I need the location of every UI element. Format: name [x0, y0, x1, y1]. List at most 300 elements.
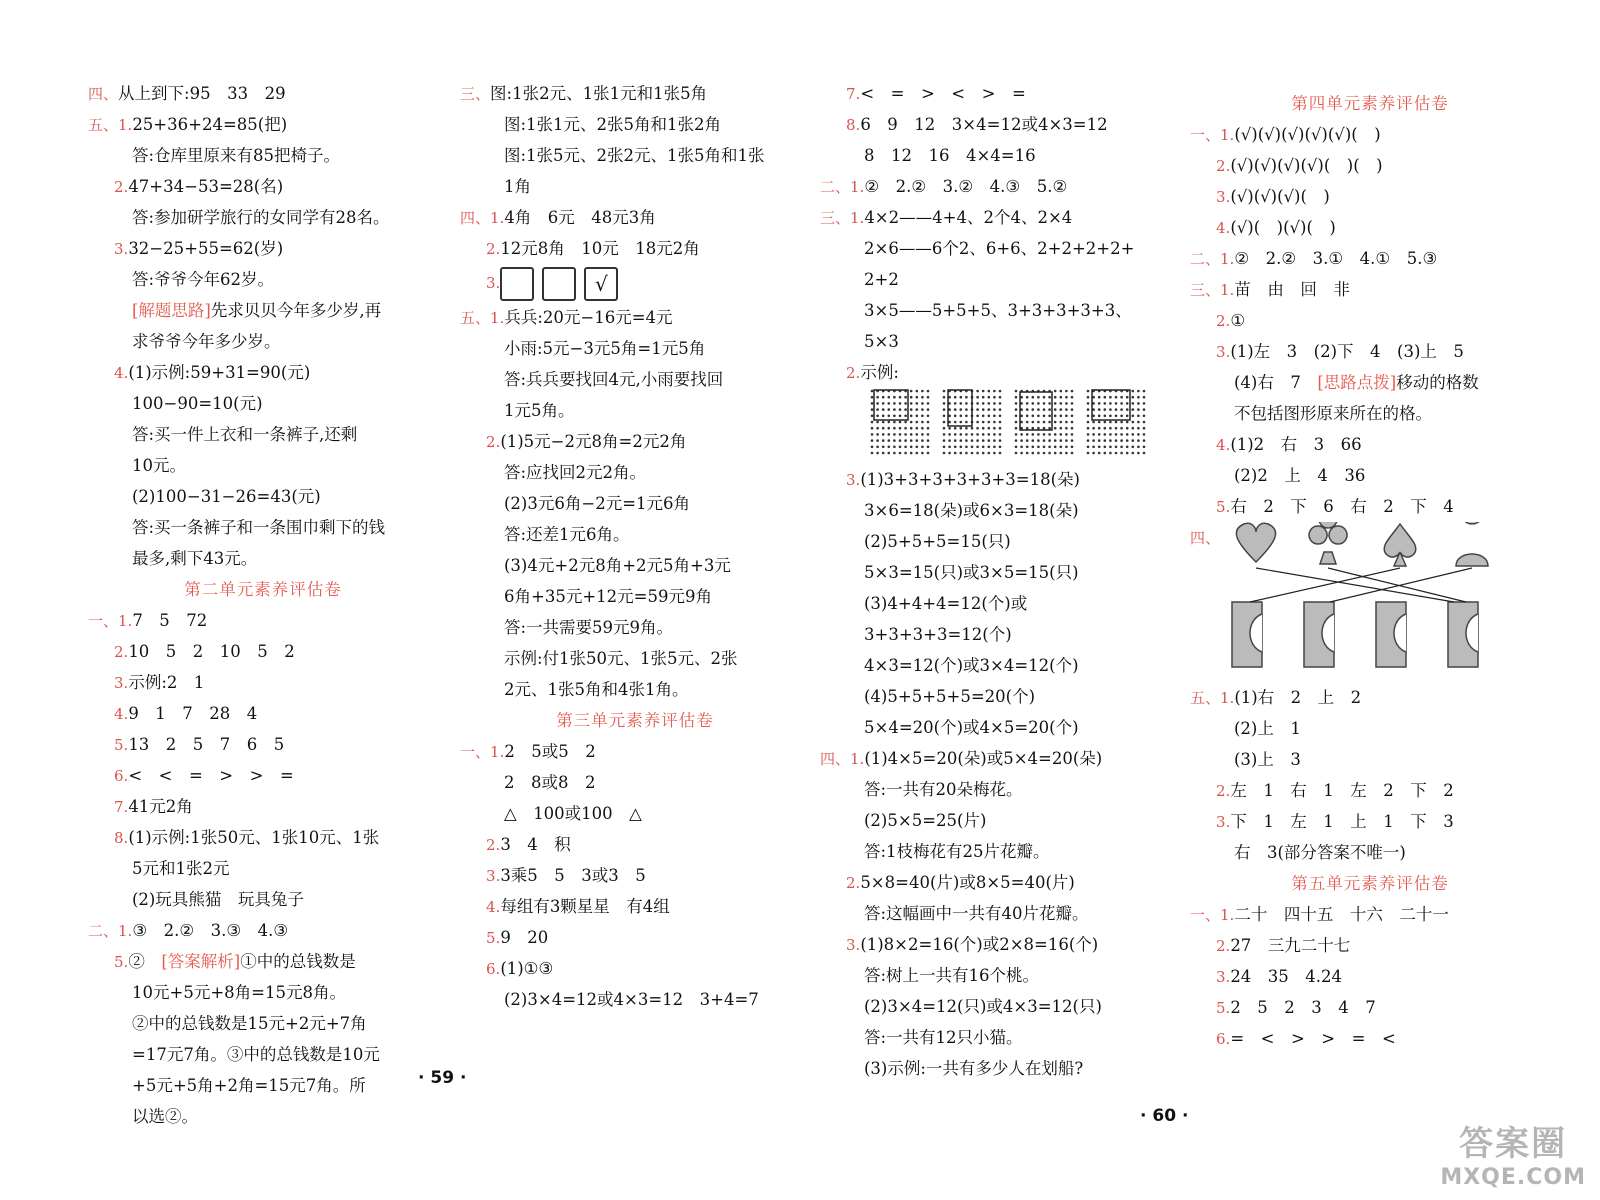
item-number: 5. — [114, 953, 129, 971]
answer-line — [460, 922, 810, 953]
answer-line — [1190, 491, 1550, 522]
answer-text: 1角 — [504, 177, 531, 196]
answer-text: 左 1 右 1 左 2 下 2 — [1230, 781, 1454, 800]
answer-text: (1)示例:1张50元、1张10元、1张 — [128, 828, 380, 847]
answer-text: 答:买一件上衣和一条裤子,还剩 — [132, 425, 358, 444]
item-number: 2. — [114, 643, 129, 661]
answer-line — [88, 977, 438, 1008]
answer-line — [460, 233, 810, 264]
answer-text: 7 5 72 — [132, 611, 208, 630]
answer-line — [1190, 305, 1550, 336]
answer-text: ③ 2.② 3.③ 4.③ — [132, 921, 289, 940]
answer-line — [88, 760, 438, 791]
answer-text: (1)5元−2元8角=2元2角 — [500, 432, 687, 451]
answer-line — [820, 357, 1180, 388]
answer-text: (2)3×4=12(只)或4×3=12(只) — [864, 997, 1102, 1016]
hint-tag: [答案解析] — [161, 952, 241, 971]
answer-line — [460, 612, 810, 643]
answer-line — [1190, 119, 1550, 150]
answer-line — [88, 450, 438, 481]
answer-line — [820, 681, 1180, 712]
item-number: 三、 — [460, 85, 491, 103]
answer-text: 以选②。 — [132, 1107, 198, 1126]
answer-line — [1190, 398, 1550, 429]
item-number: 四、1. — [460, 209, 505, 227]
answer-text: 5×3=15(只)或3×5=15(只) — [864, 563, 1079, 582]
answer-line — [460, 798, 810, 829]
answer-line — [820, 326, 1180, 357]
answer-line — [820, 202, 1180, 233]
answer-text: 从上到下:95 33 29 — [118, 84, 286, 103]
answer-line — [1190, 806, 1550, 837]
answer-line — [820, 109, 1180, 140]
answer-line — [820, 960, 1180, 991]
answer-text: ② 2.② 3.① 4.① 5.③ — [1234, 249, 1438, 268]
answer-text: 10元。 — [132, 456, 186, 475]
answer-text: 32−25+55=62(岁) — [128, 239, 284, 258]
answer-text: < < = > > = — [128, 766, 294, 785]
answer-text: △ 100或100 △ — [504, 804, 642, 823]
answer-text: (1)①③ — [500, 959, 554, 978]
grid-selection-box — [948, 390, 972, 426]
answer-text: (1)8×2=16(个)或2×8=16(个) — [860, 935, 1099, 954]
answer-text: 苗 由 回 非 — [1234, 280, 1350, 299]
answer-text: 答:树上一共有16个桃。 — [864, 966, 1040, 985]
watermark-line1: 答案圈 — [1459, 1124, 1568, 1164]
answer-line — [820, 171, 1180, 202]
column-1 — [88, 78, 438, 1132]
answer-line — [88, 1101, 438, 1132]
item-number: 6. — [1216, 1030, 1231, 1048]
answer-text: 47+34−53=28(名) — [128, 177, 284, 196]
answer-text: (2)上 1 — [1234, 719, 1301, 738]
answer-line — [460, 264, 810, 302]
answer-line — [820, 805, 1180, 836]
bell-shape-icon — [1456, 522, 1488, 566]
answer-text: (1)示例:59+31=90(元) — [128, 363, 311, 382]
column-2 — [460, 78, 810, 1015]
answer-text: 右 3(部分答案不唯一) — [1234, 843, 1406, 862]
answer-text: 9 20 — [500, 928, 549, 947]
answer-line — [460, 984, 810, 1015]
empty-box — [500, 267, 534, 301]
answer-line — [460, 736, 810, 767]
answer-line — [88, 78, 438, 109]
answer-text: < = > < > = — [860, 84, 1026, 103]
answer-text: 答:一共有20朵梅花。 — [864, 780, 1023, 799]
item-number: 3. — [1216, 968, 1231, 986]
answer-text: 3乘5 5 3或3 5 — [500, 866, 646, 885]
answer-text: 答:这幅画中一共有40片花瓣。 — [864, 904, 1089, 923]
column-3 — [820, 78, 1180, 1084]
watermark-logo — [1440, 1116, 1586, 1190]
page-number-right: · 60 · — [1140, 1106, 1189, 1126]
answer-line — [1190, 744, 1550, 775]
answer-line — [1190, 992, 1550, 1023]
answer-text: 10 5 2 10 5 2 — [128, 642, 295, 661]
answer-text: 5×8=40(片)或8×5=40(片) — [860, 873, 1075, 892]
item-number: 7. — [114, 798, 129, 816]
answer-line — [88, 233, 438, 264]
answer-line — [1190, 150, 1550, 181]
answer-line — [460, 364, 810, 395]
heart-shape-icon — [1236, 523, 1275, 562]
shape-matching-figure — [1190, 522, 1530, 682]
answer-text: 27 三九二十七 — [1230, 936, 1351, 955]
answer-text: (2)5×5=25(片) — [864, 811, 987, 830]
answer-line — [88, 1008, 438, 1039]
item-number: 6. — [114, 767, 129, 785]
answer-text: (√)(√)(√)(√)(√)( ) — [1234, 125, 1381, 144]
answer-line — [820, 1053, 1180, 1084]
answer-text: 6角+35元+12元=59元9角 — [504, 587, 712, 606]
answer-line — [820, 991, 1180, 1022]
answer-text: 4×3=12(个)或3×4=12(个) — [864, 656, 1079, 675]
answer-text: 每组有3颗星星 有4组 — [500, 897, 670, 916]
answer-text: 2元、1张5角和4张1角。 — [504, 680, 689, 699]
item-number: 3. — [114, 240, 129, 258]
item-number: 4. — [486, 898, 501, 916]
watermark-line2: MXQE.COM — [1440, 1165, 1586, 1190]
answer-text: 3×5——5+5+5、3+3+3+3+3、 — [864, 301, 1132, 320]
item-number: 3. — [1216, 343, 1231, 361]
item-number: 2. — [486, 836, 501, 854]
item-number: 3. — [1216, 813, 1231, 831]
answer-text: (1)2 右 3 66 — [1230, 435, 1362, 454]
answer-text: (2)2 上 4 36 — [1234, 466, 1366, 485]
item-number: 三、1. — [820, 209, 865, 227]
dot-grid-examples — [820, 388, 1180, 464]
answer-text: (2)玩具熊猫 玩具兔子 — [132, 890, 304, 909]
answer-text: 答:参加研学旅行的女同学有28名。 — [132, 208, 390, 227]
answer-text: (4)5+5+5+5=20(个) — [864, 687, 1036, 706]
matching-line — [1250, 568, 1400, 602]
answer-line — [460, 891, 810, 922]
answer-line — [88, 202, 438, 233]
item-number: 3. — [114, 674, 129, 692]
spade-shape-icon — [1384, 524, 1416, 566]
answer-line — [88, 171, 438, 202]
item-number: 2. — [486, 240, 501, 258]
page-number-left: · 59 · — [418, 1068, 467, 1088]
answer-line — [1190, 899, 1550, 930]
answer-text: 6 9 12 3×4=12或4×3=12 — [860, 115, 1108, 134]
answer-text: 3 4 积 — [500, 835, 571, 854]
answer-line — [460, 395, 810, 426]
answer-line — [1190, 336, 1550, 367]
answer-text: (3)4+4+4=12(个)或 — [864, 594, 1028, 613]
answer-line — [460, 860, 810, 891]
answer-line — [1190, 274, 1550, 305]
item-number: 一、1. — [88, 612, 133, 630]
answer-text: 2+2 — [864, 270, 899, 289]
answer-text: 答:还差1元6角。 — [504, 525, 630, 544]
item-number: 4. — [1216, 436, 1231, 454]
answer-line — [1190, 837, 1550, 868]
answer-line — [820, 264, 1180, 295]
item-number: 一、1. — [1190, 126, 1235, 144]
answer-line — [1190, 212, 1550, 243]
answer-text: (2)5+5+5=15(只) — [864, 532, 1011, 551]
answer-text: 41元2角 — [128, 797, 193, 816]
answer-text: ②中的总钱数是15元+2元+7角 — [132, 1014, 367, 1033]
answer-text: ② — [128, 952, 162, 971]
answer-line — [88, 419, 438, 450]
item-number: 四、1. — [820, 750, 865, 768]
answer-line — [1190, 460, 1550, 491]
item-number: 2. — [1216, 312, 1231, 330]
answer-text: 2×6——6个2、6+6、2+2+2+2+ — [864, 239, 1135, 258]
item-number: 3. — [1216, 188, 1231, 206]
answer-text: = < > > = < — [1230, 1029, 1396, 1048]
dot-grid — [1015, 390, 1074, 455]
answer-line — [1190, 930, 1550, 961]
answer-line — [460, 302, 810, 333]
answer-text: (1)4×5=20(朵)或5×4=20(朵) — [864, 749, 1103, 768]
section-heading: 第三单元素养评估卷 — [556, 711, 714, 730]
empty-box — [542, 267, 576, 301]
answer-line — [1190, 775, 1550, 806]
answer-line — [460, 643, 810, 674]
answer-text: (3)上 3 — [1234, 750, 1301, 769]
answer-text: (√)( )(√)( ) — [1230, 218, 1336, 237]
answer-line — [88, 1070, 438, 1101]
answer-text: 2 5 2 3 4 7 — [1230, 998, 1376, 1017]
item-number: 7. — [846, 85, 861, 103]
item-number: 二、1. — [1190, 250, 1235, 268]
answer-text: (1)3+3+3+3+3+3=18(朵) — [860, 470, 1080, 489]
answer-line — [820, 867, 1180, 898]
club-shape-icon — [1309, 522, 1347, 564]
answer-text: 答:一共有12只小猫。 — [864, 1028, 1023, 1047]
answer-line — [460, 78, 810, 109]
answer-line — [460, 674, 810, 705]
answer-line — [88, 636, 438, 667]
answer-line — [460, 550, 810, 581]
answer-text: 24 35 4.24 — [1230, 967, 1343, 986]
answer-text: 4角 6元 48元3角 — [504, 208, 656, 227]
answer-line — [820, 233, 1180, 264]
answer-text: 右 2 下 6 右 2 下 4 — [1230, 497, 1454, 516]
answer-text: 答:兵兵要找回4元,小雨要找回 — [504, 370, 724, 389]
answer-line — [460, 202, 810, 233]
answer-line — [88, 946, 438, 977]
answer-line — [88, 884, 438, 915]
answer-line — [460, 140, 810, 171]
item-number: 3. — [846, 936, 861, 954]
item-number: 3. — [486, 274, 501, 292]
matching-line — [1330, 568, 1472, 602]
hint-tag: [思路点拨] — [1317, 373, 1397, 392]
answer-text: 答:1枝梅花有25片花瓣。 — [864, 842, 1050, 861]
answer-line — [88, 698, 438, 729]
answer-line — [88, 481, 438, 512]
item-number: 三、1. — [1190, 281, 1235, 299]
answer-text: 先求贝贝今年多少岁,再 — [210, 301, 382, 320]
answer-line — [88, 140, 438, 171]
answer-text: 答:买一条裤子和一条围巾剩下的钱 — [132, 518, 386, 537]
item-number: 4. — [114, 364, 129, 382]
answer-line — [88, 357, 438, 388]
answer-line — [88, 791, 438, 822]
answer-line — [460, 333, 810, 364]
answer-line — [820, 650, 1180, 681]
answer-text: 图:1张5元、2张2元、1张5角和1张 — [504, 146, 765, 165]
answer-text: 100−90=10(元) — [132, 394, 263, 413]
answer-line — [88, 326, 438, 357]
answer-line — [1190, 961, 1550, 992]
answer-text: 5元和1张2元 — [132, 859, 230, 878]
answer-text: 答:爷爷今年62岁。 — [132, 270, 275, 289]
answer-text: 答:仓库里原来有85把椅子。 — [132, 146, 341, 165]
column-4 — [1190, 88, 1550, 1054]
answer-line — [460, 457, 810, 488]
item-number: 2. — [1216, 937, 1231, 955]
answer-line — [88, 1039, 438, 1070]
answer-line — [820, 836, 1180, 867]
checked-box: √ — [584, 267, 618, 301]
answer-line — [460, 109, 810, 140]
answer-text: 最多,剩下43元。 — [132, 549, 258, 568]
item-number: 五、1. — [88, 116, 133, 134]
hint-tag: [解题思路] — [132, 301, 211, 320]
answer-text: 图:1张1元、2张5角和1张2角 — [504, 115, 722, 134]
matching-line — [1256, 568, 1454, 602]
answer-line — [820, 743, 1180, 774]
answer-line — [460, 767, 810, 798]
answer-line — [460, 519, 810, 550]
answer-text: 2 5或5 2 — [504, 742, 596, 761]
item-number: 3. — [846, 471, 861, 489]
answer-text: 移动的格数 — [1396, 373, 1479, 392]
grid-selection-box — [1020, 392, 1052, 430]
answer-text: (2)100−31−26=43(元) — [132, 487, 321, 506]
answer-line — [88, 822, 438, 853]
answer-text: 兵兵:20元−16元=4元 — [504, 308, 673, 327]
item-number: 6. — [486, 960, 501, 978]
answer-line — [1190, 1023, 1550, 1054]
answer-text: 答:一共需要59元9角。 — [504, 618, 674, 637]
answer-text: ① — [1230, 311, 1246, 330]
item-number: 2. — [114, 178, 129, 196]
answer-line — [1190, 181, 1550, 212]
answer-line — [88, 295, 438, 326]
answer-text: (3)示例:一共有多少人在划船? — [864, 1059, 1084, 1078]
answer-line — [88, 512, 438, 543]
answer-text: 图:1张2元、1张1元和1张5角 — [490, 84, 708, 103]
section-heading: 第二单元素养评估卷 — [184, 580, 342, 599]
item-number: 四、 — [1190, 529, 1221, 547]
answer-text: 示例:付1张50元、1张5元、2张 — [504, 649, 738, 668]
answer-text: 不包括图形原来所在的格。 — [1234, 404, 1432, 423]
answer-text: 下 1 左 1 上 1 下 3 — [1230, 812, 1454, 831]
answer-line — [88, 915, 438, 946]
answer-text: (√)(√)(√)( ) — [1230, 187, 1330, 206]
answer-text: 5×3 — [864, 332, 899, 351]
answer-line — [820, 78, 1180, 109]
item-number: 5. — [114, 736, 129, 754]
item-number: 2. — [1216, 157, 1231, 175]
answer-line — [820, 774, 1180, 805]
item-number: 3. — [486, 867, 501, 885]
answer-text: (3)4元+2元8角+2元5角+3元 — [504, 556, 731, 575]
item-number: 一、1. — [460, 743, 505, 761]
item-number: 5. — [486, 929, 501, 947]
dot-grid — [1087, 390, 1146, 455]
item-number: 二、1. — [88, 922, 133, 940]
answer-line — [1190, 243, 1550, 274]
section-heading: 第四单元素养评估卷 — [1291, 94, 1449, 113]
answer-line — [820, 929, 1180, 960]
answer-line — [1190, 522, 1550, 682]
answer-line — [820, 295, 1180, 326]
answer-text: 求爷爷今年多少岁。 — [132, 332, 281, 351]
item-number: 4. — [114, 705, 129, 723]
answer-line — [1190, 682, 1550, 713]
answer-line — [460, 581, 810, 612]
answer-line — [460, 953, 810, 984]
answer-line — [88, 853, 438, 884]
item-number: 5. — [1216, 498, 1231, 516]
answer-line — [88, 605, 438, 636]
answer-text: ② 2.② 3.② 4.③ 5.② — [864, 177, 1068, 196]
answer-text: 12元8角 10元 18元2角 — [500, 239, 700, 258]
answer-line — [88, 543, 438, 574]
item-number: 2. — [1216, 782, 1231, 800]
answer-line — [460, 829, 810, 860]
answer-line — [460, 488, 810, 519]
dot-grid — [871, 390, 930, 455]
answer-text: 5×4=20(个)或4×5=20(个) — [864, 718, 1079, 737]
answer-line — [1190, 429, 1550, 460]
section-heading: 第五单元素养评估卷 — [1291, 874, 1449, 893]
item-number: 8. — [114, 829, 129, 847]
answer-line — [820, 712, 1180, 743]
answer-text: 2 8或8 2 — [504, 773, 596, 792]
item-number: 2. — [486, 433, 501, 451]
answer-text: 1元5角。 — [504, 401, 575, 420]
answer-text: 25+36+24=85(把) — [132, 115, 288, 134]
item-number: 一、1. — [1190, 906, 1235, 924]
item-number: 五、1. — [460, 309, 505, 327]
answer-text: ①中的总钱数是 — [240, 952, 356, 971]
item-number: 8. — [846, 116, 861, 134]
item-number: 二、1. — [820, 178, 865, 196]
answer-line — [88, 109, 438, 140]
answer-line — [460, 171, 810, 202]
item-number: 五、1. — [1190, 689, 1235, 707]
answer-text: 4×2——4+4、2个4、2×4 — [864, 208, 1073, 227]
answer-line — [820, 464, 1180, 495]
answer-line — [820, 526, 1180, 557]
answer-text: 答:应找回2元2角。 — [504, 463, 647, 482]
answer-text: 示例:2 1 — [128, 673, 205, 692]
answer-text: 小雨:5元−3元5角=1元5角 — [504, 339, 706, 358]
item-number: 四、 — [88, 85, 119, 103]
answer-text: (2)3元6角−2元=1元6角 — [504, 494, 691, 513]
answer-line — [88, 729, 438, 760]
answer-line — [820, 557, 1180, 588]
answer-text: 3+3+3+3=12(个) — [864, 625, 1012, 644]
answer-line — [820, 619, 1180, 650]
item-number: 4. — [1216, 219, 1231, 237]
answer-text: (4)右 7 — [1234, 373, 1318, 392]
item-number: 2. — [846, 874, 861, 892]
answer-text: (2)3×4=12或4×3=12 3+4=7 — [504, 990, 759, 1009]
answer-line — [820, 1022, 1180, 1053]
answer-text: (√)(√)(√)(√)( )( ) — [1230, 156, 1383, 175]
answer-text: +5元+5角+2角=15元7角。所 — [132, 1076, 366, 1095]
